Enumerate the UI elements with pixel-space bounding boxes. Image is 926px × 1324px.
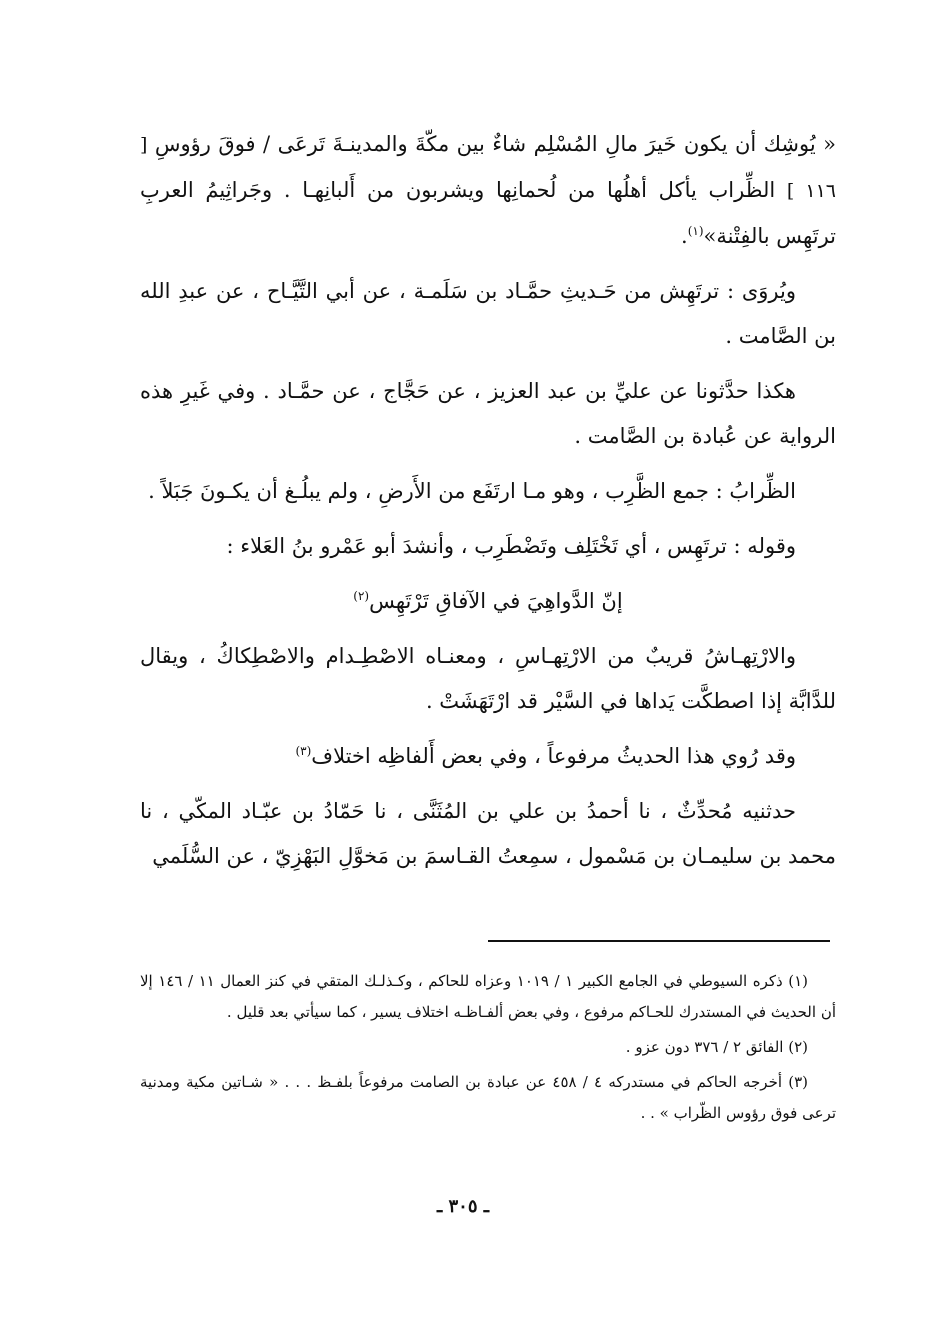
main-text: [140, 122, 836, 889]
marginal-page-ref: [ ١١٦ ]: [140, 134, 836, 202]
paragraph-1-continuation: الظِّراب يأكل أهلُها من لُحمانِها ويشربون من أَلبانِهـا . وجَراثِيمُ العربِ ترتَهِس بالفِتْنة»: [140, 178, 836, 248]
paragraph-2: ويُروَى : ترتَهِش من حَـديثِ حمَّـاد بن سَلَمـة ، عن أبي التَّيَّـاح ، عن عبدِ الله بن الصَّامت .: [140, 279, 836, 348]
paragraph-1: « يُوشِك أن يكون خَيرَ مالِ المُسْلِم شاءٌ بين مكّةَ والمدينـةَ تَرعَى / فوقَ رؤوسِ [ ١١٦ ] الظِّراب يأكل أهلُها من لُحمانِها ويشربون من أَلبانِهـا . وجَراثِيمُ العربِ ترتَهِس بالفِتْنة»$^{(١)}$.: [140, 132, 836, 248]
paragraph-6: والارْتِهـاشُ قريبٌ من الارْتِهـاسِ ، ومعنـاه الاصْطِـدام والاصْطِكاكُ ، ويقال للدَّابَّة إذا اصطكَّت يَداها في السَّيْر قد ارْتَهَشَتْ .: [140, 644, 836, 713]
footnotes: [140, 966, 836, 1133]
footnote-1: (١) ذكره السيوطي في الجامع الكبير ١ / ١٠١٩ وعزاه للحاكم ، وكـذلـك المتقي في كنز العمال ١١ / ١٤٦ إلا أن الحديث في المستدرك للحـاكم مرفوع ، وفي بعض ألفـاظـه اختلاف يسير ، كما سيأتي بعد قليل .: [140, 972, 836, 1021]
paragraph-1-text: « يُوشِك أن يكون خَيرَ مالِ المُسْلِم شاءٌ بين مكّةَ والمدينـةَ تَرعَى / فوقَ رؤوسِ: [154, 132, 836, 156]
footnote-ref-1: (١): [687, 224, 704, 238]
verse-text: إنّ الدَّواهِيَ في الآفاقِ تَرْتَهِس: [369, 589, 623, 613]
poetry-verse: [140, 579, 836, 624]
footnote-ref-3: (٣): [295, 744, 312, 758]
paragraph-5: وقوله : ترتَهِس ، أي تَخْتَلِف وتَضْطَرِب ، وأنشدَ أبو عَمْرو بنُ العَلاء :: [226, 534, 796, 558]
page-number: ـ ٣٠٥ ـ: [436, 1196, 490, 1217]
paragraph-7: [140, 734, 836, 779]
paragraph-7-text: وقد رُوي هذا الحديثُ مرفوعاً ، وفي بعض أَلفاظِه اختلاف: [311, 744, 796, 768]
paragraph-3: هكذا حدَّثونا عن عليِّ بن عبد العزيز ، عن حَجَّاج ، عن حمَّـاد . وفي غَيرِ هذه الرواية عن عُبادة بن الصَّامت .: [140, 379, 836, 448]
footnote-3: (٣) أخرجه الحاكم في مستدركه ٤ / ٤٥٨ عن عبادة بن الصامت مرفوعاً بلفـظ . . . « شـاتين مكية ومدنية ترعى فوق رؤوس الظّراب » . .: [140, 1073, 836, 1122]
footnote-2: (٢) الفائق ٢ / ٣٧٦ دون عزو .: [625, 1038, 808, 1056]
paragraph-8: حدثنيه مُحدِّثٌ ، نا أحمدُ بن علي بن المُثَنَّى ، نا حَمّادُ بن عبّـاد المكّي ، نا محمد بن سليمـان بن مَسْمول ، سمِعتُ القـاسمَ بن مَخوَّلِ البَهْزِيّ ، عن السُّلَمي: [140, 799, 836, 868]
footnote-separator: [488, 940, 830, 942]
paragraph-4: الظِّرابُ : جمع الظَّرِب ، وهو مـا ارتَفَع من الأَرضِ ، ولم يبلُـغ أن يكـونَ جَبَلاً .: [148, 479, 796, 503]
footnote-ref-2: (٢): [353, 589, 370, 603]
